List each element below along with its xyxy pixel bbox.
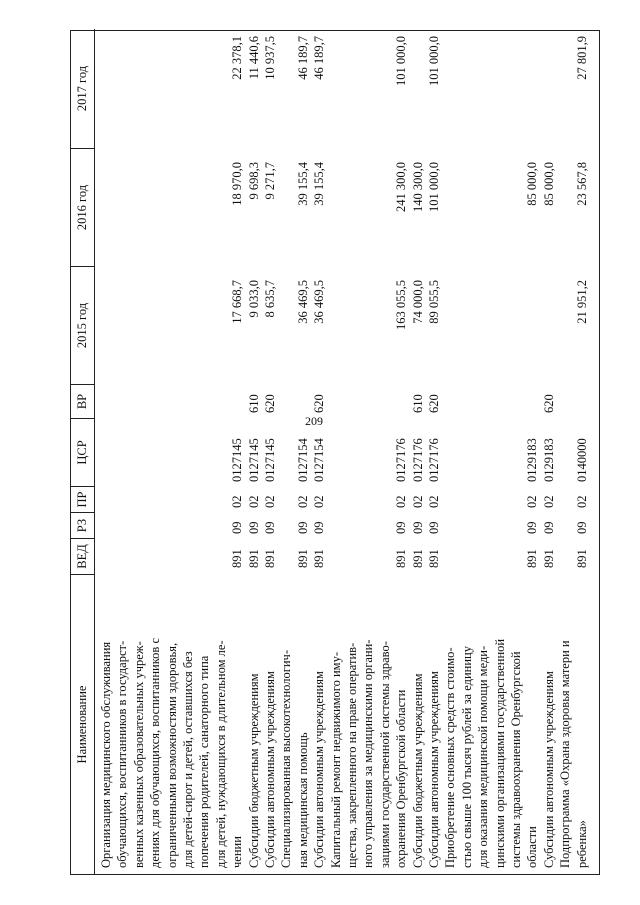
cell-pr: 02 bbox=[312, 495, 327, 508]
cell-rz: 09 bbox=[295, 521, 310, 534]
cell-y2016: 241 300,0 bbox=[394, 162, 409, 212]
cell-y2015: 89 055,5 bbox=[427, 280, 441, 324]
cell-pr: 02 bbox=[541, 495, 556, 508]
cell-ved: 891 bbox=[312, 549, 327, 568]
cell-ved: 891 bbox=[525, 549, 540, 568]
row-name bbox=[98, 580, 246, 868]
cell-pr: 02 bbox=[427, 495, 441, 508]
page-number: 209 bbox=[305, 414, 323, 428]
cell-pr: 02 bbox=[295, 495, 310, 508]
cell-rz: 09 bbox=[263, 521, 277, 534]
cell-csr: 0127176 bbox=[427, 438, 441, 482]
cell-ved: 891 bbox=[230, 549, 245, 568]
cell-csr: 0127176 bbox=[410, 438, 425, 482]
cell-vr: 610 bbox=[410, 394, 425, 413]
cell-y2016: 39 155,4 bbox=[295, 162, 310, 206]
cell-y2016: 85 000,0 bbox=[525, 162, 540, 206]
row-name-line: Субсидии бюджетным учреждениям bbox=[246, 673, 261, 868]
cell-y2016: 9 271,7 bbox=[263, 162, 277, 200]
cell-ved: 891 bbox=[295, 549, 310, 568]
row-name-line: ная медицинская помощь bbox=[295, 732, 310, 868]
cell-vr: 620 bbox=[312, 394, 327, 413]
cell-vr: 620 bbox=[263, 394, 277, 413]
cell-csr: 0129183 bbox=[541, 438, 556, 482]
cell-rz: 09 bbox=[410, 521, 425, 534]
cell-csr: 0129183 bbox=[525, 438, 540, 482]
header-2016: 2016 год bbox=[71, 148, 95, 266]
row-name-line: системы здравоохранения Оренбургской bbox=[509, 651, 524, 868]
cell-y2015: 163 055,5 bbox=[394, 280, 409, 330]
cell-pr: 02 bbox=[410, 495, 425, 508]
row-name bbox=[246, 580, 262, 868]
cell-y2016: 9 698,3 bbox=[246, 162, 261, 200]
cell-y2015: 74 000,0 bbox=[410, 280, 425, 324]
row-name-line: венных казенных образовательных учреж- bbox=[131, 641, 146, 868]
cell-csr: 0127154 bbox=[312, 438, 327, 482]
cell-rz: 09 bbox=[394, 521, 409, 534]
cell-rz: 09 bbox=[574, 521, 589, 534]
row-name-line: Субсидии автономным учреждениям bbox=[312, 671, 327, 868]
cell-ved: 891 bbox=[574, 549, 589, 568]
header-csr: ЦСР bbox=[71, 418, 95, 486]
cell-csr: 0127154 bbox=[295, 438, 310, 482]
cell-pr: 02 bbox=[230, 495, 245, 508]
cell-pr: 02 bbox=[246, 495, 261, 508]
header-vr: ВР bbox=[71, 384, 95, 418]
cell-y2016: 18 970,0 bbox=[230, 162, 245, 206]
header-name: Наименование bbox=[71, 574, 95, 874]
row-name bbox=[311, 580, 327, 868]
row-name-line: для оказания медицинской помощи меди- bbox=[476, 645, 491, 868]
cell-ved: 891 bbox=[263, 549, 277, 568]
cell-y2017: 27 801,9 bbox=[574, 36, 589, 80]
cell-y2017: 22 378,1 bbox=[230, 36, 245, 80]
cell-y2017: 46 189,7 bbox=[312, 36, 327, 80]
row-name-line: дениях для обучающихся, воспитанников с bbox=[148, 638, 163, 868]
row-name-line: обучающихся, воспитанников в государст- bbox=[115, 640, 130, 868]
cell-y2015: 8 635,7 bbox=[263, 280, 277, 318]
row-name-line: Субсидии бюджетным учреждениям bbox=[410, 673, 425, 868]
header-2015: 2015 год bbox=[71, 266, 95, 384]
cell-csr: 0127145 bbox=[246, 438, 261, 482]
row-name-line: Субсидии автономным учреждениям bbox=[427, 671, 441, 868]
row-name-line: Капитальный ремонт недвижимого иму- bbox=[328, 652, 343, 868]
row-name-line: щества, закрепленного на праве оператив- bbox=[345, 642, 359, 868]
cell-rz: 09 bbox=[427, 521, 441, 534]
row-name bbox=[557, 580, 590, 868]
cell-pr: 02 bbox=[263, 495, 277, 508]
row-name-line: области bbox=[525, 826, 540, 868]
cell-ved: 891 bbox=[541, 549, 556, 568]
cell-ved: 891 bbox=[410, 549, 425, 568]
row-name-line: ного управления за медицинскими органи- bbox=[361, 639, 376, 868]
row-name bbox=[262, 580, 278, 868]
row-name-line: ограниченными возможностями здоровья, bbox=[164, 642, 179, 868]
header-2017: 2017 год bbox=[71, 29, 95, 148]
cell-csr: 0127145 bbox=[230, 438, 245, 482]
cell-pr: 02 bbox=[574, 495, 589, 508]
cell-y2015: 36 469,5 bbox=[295, 280, 310, 324]
cell-rz: 09 bbox=[525, 521, 540, 534]
cell-pr: 02 bbox=[525, 495, 540, 508]
cell-y2015: 17 668,7 bbox=[230, 280, 245, 324]
cell-y2015: 9 033,0 bbox=[246, 280, 261, 318]
row-name-line: для детей, нуждающихся в длительном ле- bbox=[213, 640, 228, 868]
budget-table bbox=[70, 30, 600, 875]
cell-rz: 09 bbox=[312, 521, 327, 534]
row-name bbox=[278, 580, 311, 868]
cell-csr: 0127145 bbox=[263, 438, 277, 482]
cell-ved: 891 bbox=[394, 549, 409, 568]
cell-csr: 0140000 bbox=[574, 438, 589, 482]
cell-y2016: 140 300,0 bbox=[410, 162, 425, 212]
row-name-line: для детей-сирот и детей, оставшихся без bbox=[181, 651, 196, 868]
cell-ved: 891 bbox=[427, 549, 441, 568]
row-name-line: чении bbox=[230, 836, 245, 868]
header-ved: ВЕД bbox=[71, 538, 95, 574]
row-name bbox=[328, 580, 410, 868]
cell-rz: 09 bbox=[246, 521, 261, 534]
row-name-line: Подпрограмма «Охрана здоровья матери и bbox=[558, 640, 573, 868]
row-name bbox=[410, 580, 426, 868]
cell-vr: 620 bbox=[541, 394, 556, 413]
cell-csr: 0127176 bbox=[394, 438, 409, 482]
cell-y2016: 101 000,0 bbox=[427, 162, 441, 212]
cell-rz: 09 bbox=[541, 521, 556, 534]
cell-y2016: 85 000,0 bbox=[541, 162, 556, 206]
cell-y2015: 36 469,5 bbox=[312, 280, 327, 324]
rotated-page bbox=[70, 30, 600, 875]
header-pr: ПР bbox=[71, 486, 95, 512]
row-name-line: Субсидии автономным учреждениям bbox=[541, 671, 556, 868]
row-name-line: Специализированная высокотехнологич- bbox=[279, 650, 294, 868]
cell-ved: 891 bbox=[246, 549, 261, 568]
header-rz: РЗ bbox=[71, 512, 95, 538]
row-name bbox=[426, 580, 442, 868]
row-name-line: Приобретение основных средств стоимо- bbox=[443, 647, 458, 868]
cell-y2016: 39 155,4 bbox=[312, 162, 327, 206]
cell-y2017: 101 000,0 bbox=[394, 36, 409, 86]
row-name-line: Субсидии автономным учреждениям bbox=[263, 671, 277, 868]
cell-pr: 02 bbox=[394, 495, 409, 508]
cell-y2017: 10 937,5 bbox=[263, 36, 277, 80]
cell-y2017: 46 189,7 bbox=[295, 36, 310, 80]
row-name-line: Организация медицинского обслуживания bbox=[99, 641, 113, 868]
cell-y2016: 23 567,8 bbox=[574, 162, 589, 206]
cell-y2015: 21 951,2 bbox=[574, 280, 589, 324]
row-name-line: ребенка» bbox=[574, 820, 589, 868]
cell-vr: 620 bbox=[427, 394, 441, 413]
cell-y2017: 11 440,6 bbox=[246, 36, 261, 80]
cell-vr: 610 bbox=[246, 394, 261, 413]
row-name-line: охранения Оренбургской области bbox=[394, 689, 409, 868]
row-name-line: цинскими организациями государственной bbox=[492, 638, 507, 868]
cell-rz: 09 bbox=[230, 521, 245, 534]
row-name-line: попечения родителей, санаторного типа bbox=[197, 655, 212, 868]
row-name bbox=[442, 580, 540, 868]
row-name-line: стью свыше 100 тысяч рублей за единицу bbox=[459, 646, 474, 868]
row-name bbox=[541, 580, 557, 868]
cell-y2017: 101 000,0 bbox=[427, 36, 441, 86]
row-name-line: зациями государственной системы здраво- bbox=[377, 641, 392, 868]
